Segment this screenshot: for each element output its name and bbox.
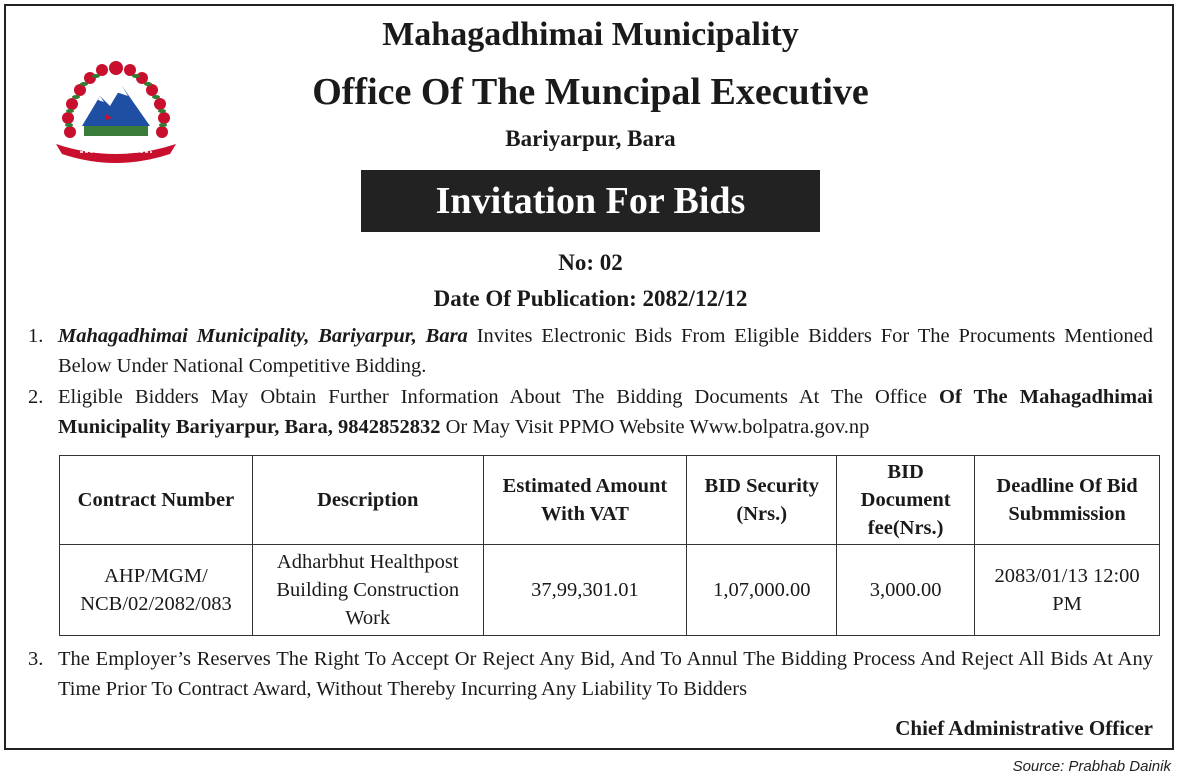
publication-date: Date Of Publication: 2082/12/12 — [433, 286, 748, 311]
cell-deadline: 2083/01/13 12:00 PM — [975, 545, 1160, 636]
paragraph-1-emphasis: Mahagadhimai Municipality, Bariyarpur, Bara — [58, 325, 468, 347]
paragraph-number: 3. — [28, 648, 44, 670]
cell-contract-number: AHP/MGM/ NCB/02/2082/083 — [60, 545, 253, 636]
cell-bid-security: 1,07,000.00 — [687, 545, 837, 636]
paragraph-1 — [28, 321, 1153, 381]
cell-description: Adharbhut Healthpost Building Construction Work — [252, 545, 483, 636]
paragraph-number: 1. — [28, 325, 44, 347]
column-header-estimated-amount: Estimated Amount With VAT — [483, 456, 687, 545]
paragraph-2-text: Eligible Bidders May Obtain Further Information About The Bidding Documents At The Office — [58, 386, 940, 408]
notice-number: No: 02 — [558, 250, 623, 275]
paragraph-2 — [28, 382, 1153, 442]
cell-estimated-amount: 37,99,301.01 — [483, 545, 687, 636]
paragraph-1-text: Invites Electronic Bids From Eligible Bidders For The Procuments Mentioned Below Under National Competitive Bidding. — [58, 325, 1154, 377]
office-name: Office Of The Muncipal Executive — [312, 71, 869, 113]
paragraph-2-text-end: Or May Visit PPMO Website Www.bolpatra.gov.np — [440, 416, 870, 438]
signature-title: Chief Administrative Officer — [895, 716, 1153, 740]
municipality-name: Mahagadhimai Municipality — [382, 16, 799, 53]
cell-bid-document-fee: 3,000.00 — [837, 545, 975, 636]
table-row — [60, 545, 1160, 636]
paragraph-3 — [28, 644, 1153, 704]
column-header-contract-number: Contract Number — [60, 456, 253, 545]
column-header-bid-document-fee: BID Document fee(Nrs.) — [837, 456, 975, 545]
table-header-row — [60, 456, 1160, 545]
office-location: Bariyarpur, Bara — [505, 126, 676, 151]
title-banner: Invitation For Bids — [361, 170, 820, 232]
source-credit: Source: Prabhab Dainik — [1012, 758, 1171, 775]
column-header-bid-security: BID Security (Nrs.) — [687, 456, 837, 545]
paragraph-2-emphasis: Of The Mahagadhimai Municipality Bariyarpur, Bara, 9842852832 — [58, 386, 1153, 438]
paragraph-number: 2. — [28, 386, 44, 408]
column-header-description: Description — [252, 456, 483, 545]
column-header-deadline: Deadline Of Bid Submmission — [975, 456, 1160, 545]
paragraph-3-text: The Employer’s Reserves The Right To Accept Or Reject Any Bid, And To Annul The Bidding Process And Reject All Bids At Any Time Prior To Contract Award, Without Thereby Incurring Any Liability To Bidders — [58, 648, 1153, 700]
bids-table — [59, 455, 1160, 636]
